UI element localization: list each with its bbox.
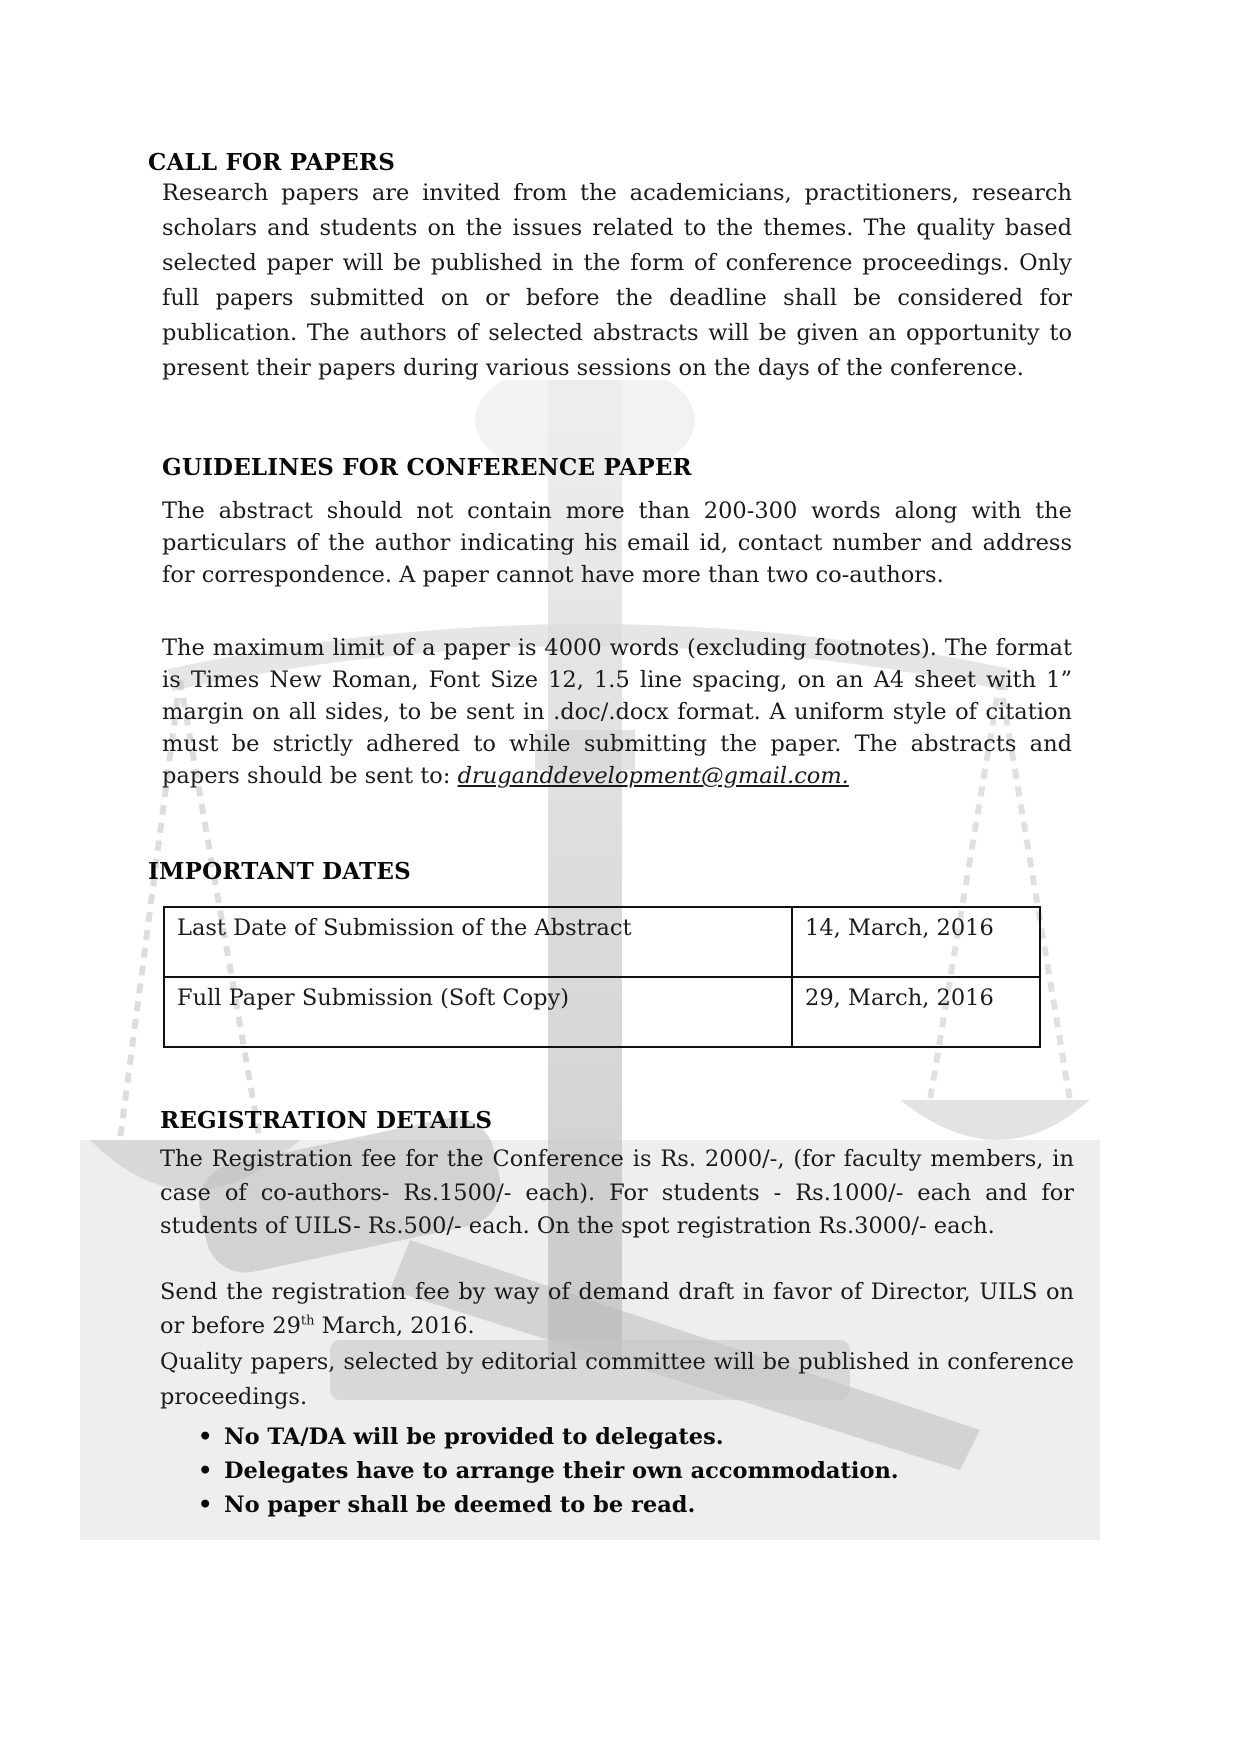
table-row [164, 977, 1040, 1047]
list-item [196, 1454, 899, 1488]
bullet-icon: • [198, 1492, 213, 1518]
date-label-cell: Last Date of Submission of the Abstract [164, 907, 792, 977]
call-for-papers-body: Research papers are invited from the academicians, practitioners, research scholars and students on the issues related to the themes. The quality based selected paper will be published in the form of conference proceedings. Only full papers submitted on or before the deadline shall be considered for publication. The authors of selected abstracts will be given an opportunity to present their papers during various sessions on the days of the conference. [162, 180, 1072, 381]
guidelines-format-paragraph [162, 632, 1072, 792]
guidelines-heading: GUIDELINES FOR CONFERENCE PAPER [162, 454, 692, 481]
registration-fee-paragraph: The Registration fee for the Conference is Rs. 2000/-, (for faculty members, in case of co-authors- Rs.1500/- each). For students - Rs.1000/- each and for students of UILS- Rs.500/- each. On the spot registration Rs.3000/- each. [160, 1146, 1074, 1239]
submission-email-link[interactable]: druganddevelopment@gmail.com. [457, 763, 849, 789]
note-text: No TA/DA will be provided to delegates. [224, 1424, 724, 1450]
date-label-cell: Full Paper Submission (Soft Copy) [164, 977, 792, 1047]
table-row [164, 907, 1040, 977]
note-text: Delegates have to arrange their own accommodation. [224, 1458, 899, 1484]
registration-send-paragraph [160, 1276, 1074, 1343]
date-value-cell: 14, March, 2016 [792, 907, 1040, 977]
important-dates-heading: IMPORTANT DATES [148, 858, 411, 885]
registration-notes-list [196, 1420, 899, 1522]
call-for-papers-heading: CALL FOR PAPERS [148, 149, 396, 176]
registration-heading: REGISTRATION DETAILS [160, 1107, 493, 1134]
bullet-icon: • [198, 1424, 213, 1450]
guidelines-format-text: The maximum limit of a paper is 4000 words (excluding footnotes). The format is Times New Roman, Font Size 12, 1.5 line spacing, on an A4 sheet with 1” margin on all sides, to be sent in .doc/.docx format. A uniform style of citation must be strictly adhered to while submitting the paper. The abstracts and papers should be sent to: [162, 635, 1072, 789]
send-text-suffix: March, 2016. [314, 1312, 475, 1339]
important-dates-table [163, 906, 1041, 1048]
guidelines-abstract-paragraph: The abstract should not contain more than 200-300 words along with the particulars of the author indicating his email id, contact number and address for correspondence. A paper cannot have more than two co-authors. [162, 498, 1072, 588]
quality-papers-paragraph: Quality papers, selected by editorial committee will be published in conference proceedings. [160, 1349, 1074, 1410]
list-item [196, 1420, 899, 1454]
bullet-icon: • [198, 1458, 213, 1484]
send-text-prefix: Send the registration fee by way of demand draft in favor of Director, UILS on or before 29 [160, 1279, 1074, 1339]
date-value-cell: 29, March, 2016 [792, 977, 1040, 1047]
send-text-superscript: th [300, 1313, 315, 1328]
note-text: No paper shall be deemed to be read. [224, 1492, 696, 1518]
list-item [196, 1488, 899, 1522]
